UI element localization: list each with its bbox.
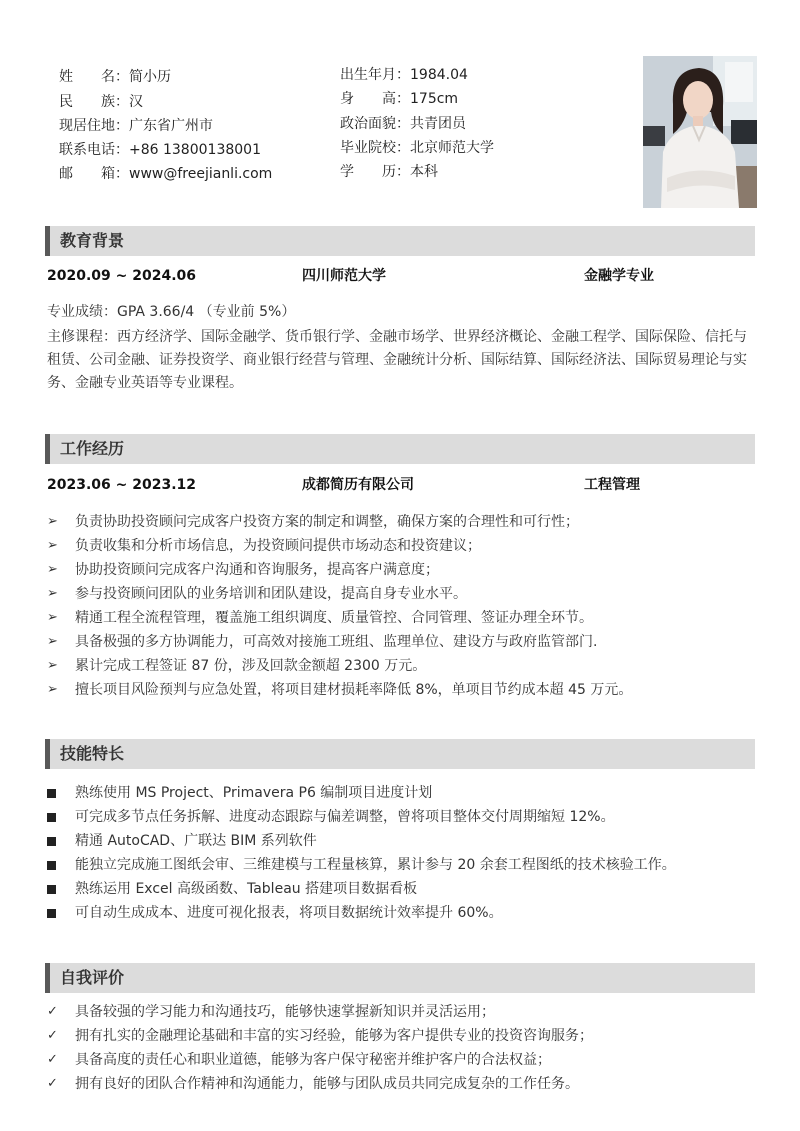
list-item-text: 具备极强的多方协调能力，可高效对接施工班组、监理单位、建设方与政府监管部门. [75, 634, 598, 650]
list-item [47, 582, 757, 606]
info-label: 毕业院校： [340, 140, 410, 156]
check-icon: ✓ [47, 1052, 58, 1067]
info-label: 政治面貌： [340, 116, 410, 132]
list-item [47, 558, 757, 582]
info-birth [340, 65, 468, 85]
list-item-text: 能独立完成施工图纸会审、三维建模与工程量核算，累计参与 20 余套工程图纸的技术核验工作。 [75, 857, 676, 873]
education-courses: 主修课程：西方经济学、国际金融学、货币银行学、金融市场学、世界经济概论、金融工程学、国际保险、信托与租赁、公司金融、证券投资学、商业银行经营与管理、金融统计分析、国际结算、国际经济法、国际贸易理论与实务、金融专业英语等专业课程。 [47, 329, 747, 391]
list-item [47, 678, 757, 702]
list-item-text: 可完成多节点任务拆解、进度动态跟踪与偏差调整，曾将项目整体交付周期缩短 12%。 [75, 809, 615, 825]
skills-list [47, 781, 757, 925]
arrow-bullet-icon: ➢ [47, 658, 58, 673]
list-item-text: 拥有良好的团队合作精神和沟通能力，能够与团队成员共同完成复杂的工作任务。 [75, 1076, 579, 1092]
info-label: 民 族： [59, 94, 129, 110]
info-label: 姓 名： [59, 69, 129, 85]
info-degree [340, 162, 438, 182]
info-value: 简小历 [129, 69, 171, 85]
work-period: 2023.06 ~ 2023.12 [47, 477, 197, 493]
profile-photo [643, 56, 757, 208]
list-item [47, 1024, 757, 1048]
list-item [47, 805, 757, 829]
list-item [47, 654, 757, 678]
square-bullet-icon [47, 901, 67, 927]
list-item [47, 877, 757, 901]
section-title: 工作经历 [60, 439, 125, 458]
info-value: 广东省广州市 [129, 118, 213, 134]
arrow-bullet-icon: ➢ [47, 586, 58, 601]
info-school [340, 138, 494, 158]
list-item-text: 协助投资顾问完成客户沟通和咨询服务，提高客户满意度； [75, 562, 439, 578]
list-item [47, 630, 757, 654]
info-residence [59, 116, 213, 136]
arrow-bullet-icon: ➢ [47, 610, 58, 625]
info-label: 邮 箱： [59, 166, 129, 182]
list-item [47, 510, 757, 534]
list-item [47, 606, 757, 630]
education-period: 2020.09 ~ 2024.06 [47, 268, 197, 284]
arrow-bullet-icon: ➢ [47, 682, 58, 697]
info-label: 出生年月： [340, 67, 410, 83]
list-item-text: 具备较强的学习能力和沟通技巧，能够快速掌握新知识并灵活运用； [75, 1004, 495, 1020]
arrow-bullet-icon: ➢ [47, 538, 58, 553]
list-item [47, 534, 757, 558]
info-phone [59, 140, 261, 160]
info-value: 北京师范大学 [410, 140, 494, 156]
square-bullet-icon [47, 805, 67, 831]
check-icon: ✓ [47, 1076, 58, 1091]
work-duty-list [47, 510, 757, 702]
info-value: 175cm [410, 91, 459, 107]
list-item-text: 参与投资顾问团队的业务培训和团队建设，提高自身专业水平。 [75, 586, 467, 602]
info-ethnicity [59, 92, 143, 112]
section-header-education [45, 226, 755, 256]
list-item [47, 901, 757, 925]
section-header-work [45, 434, 755, 464]
info-label: 现居住地： [59, 118, 129, 134]
info-value: +86 13800138001 [129, 142, 261, 158]
check-icon: ✓ [47, 1004, 58, 1019]
list-item [47, 1072, 757, 1096]
info-label: 联系电话： [59, 142, 129, 158]
list-item-text: 拥有扎实的金融理论基础和丰富的实习经验，能够为客户提供专业的投资咨询服务； [75, 1028, 593, 1044]
list-item-text: 精通 AutoCAD、广联达 BIM 系列软件 [75, 833, 317, 849]
info-value: 共青团员 [410, 116, 466, 132]
square-bullet-icon [47, 853, 67, 879]
list-item-text: 负责协助投资顾问完成客户投资方案的制定和调整，确保方案的合理性和可行性； [75, 514, 579, 530]
section-title: 自我评价 [60, 968, 125, 987]
list-item-text: 精通工程全流程管理，覆盖施工组织调度、质量管控、合同管理、签证办理全环节。 [75, 610, 593, 626]
list-item [47, 853, 757, 877]
list-item-text: 可自动生成成本、进度可视化报表，将项目数据统计效率提升 60%。 [75, 905, 503, 921]
list-item-text: 熟练运用 Excel 高级函数、Tableau 搭建项目数据看板 [75, 881, 418, 897]
section-header-skills [45, 739, 755, 769]
list-item [47, 1048, 757, 1072]
square-bullet-icon [47, 829, 67, 855]
work-role: 工程管理 [584, 477, 640, 493]
profile-photo-image [643, 56, 757, 208]
section-title: 技能特长 [60, 744, 125, 763]
list-item-text: 熟练使用 MS Project、Primavera P6 编制项目进度计划 [75, 785, 433, 801]
section-title: 教育背景 [60, 231, 125, 250]
info-value: 汉 [129, 94, 143, 110]
info-value: www@freejianli.com [129, 166, 273, 182]
info-label: 身 高： [340, 91, 410, 107]
info-political [340, 114, 466, 134]
info-value: 本科 [410, 164, 438, 180]
info-label: 学 历： [340, 164, 410, 180]
education-school: 四川师范大学 [302, 268, 386, 284]
info-height [340, 89, 458, 109]
work-company: 成都简历有限公司 [302, 477, 414, 493]
info-name [59, 67, 171, 87]
education-gpa: 专业成绩：GPA 3.66/4 （专业前 5%） [47, 304, 296, 320]
arrow-bullet-icon: ➢ [47, 562, 58, 577]
list-item-text: 擅长项目风险预判与应急处置，将项目建材损耗率降低 8%，单项目节约成本超 45 万元。 [75, 682, 633, 698]
education-major: 金融学专业 [584, 268, 654, 284]
list-item-text: 具备高度的责任心和职业道德，能够为客户保守秘密并维护客户的合法权益； [75, 1052, 551, 1068]
list-item-text: 累计完成工程签证 87 份，涉及回款金额超 2300 万元。 [75, 658, 427, 674]
check-icon: ✓ [47, 1028, 58, 1043]
list-item-text: 负责收集和分析市场信息，为投资顾问提供市场动态和投资建议； [75, 538, 481, 554]
list-item [47, 829, 757, 853]
info-value: 1984.04 [410, 67, 468, 83]
list-item [47, 1000, 757, 1024]
arrow-bullet-icon: ➢ [47, 634, 58, 649]
square-bullet-icon [47, 781, 67, 807]
self-evaluation-list [47, 1000, 757, 1096]
list-item [47, 781, 757, 805]
section-header-self-evaluation [45, 963, 755, 993]
info-email [59, 164, 272, 184]
arrow-bullet-icon: ➢ [47, 514, 58, 529]
square-bullet-icon [47, 877, 67, 903]
